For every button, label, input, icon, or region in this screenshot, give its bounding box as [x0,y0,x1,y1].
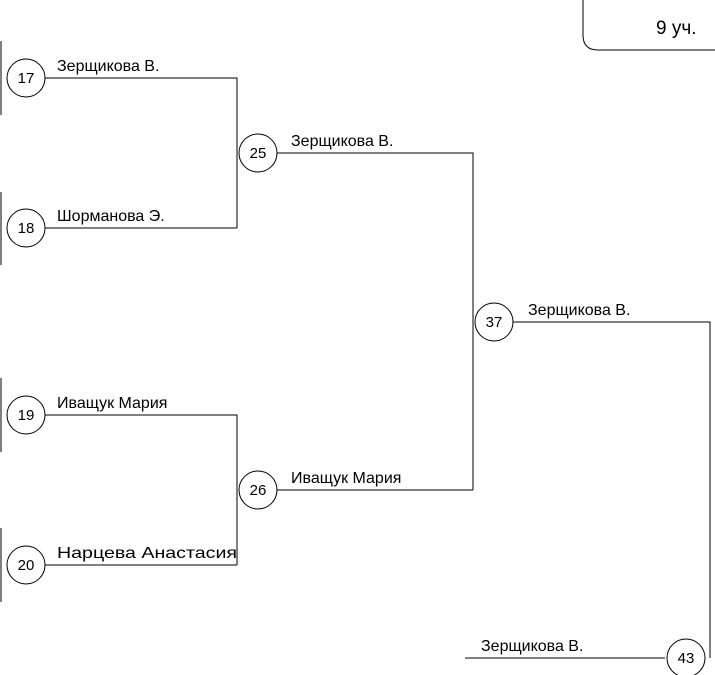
header-label: 9 уч. [656,18,697,39]
bracket-line-25 [277,153,473,490]
participant-name-37: Зерщикова В. [528,302,631,319]
bracket-line-17 [45,78,237,228]
match-number-43: 43 [677,650,695,667]
match-number-19: 19 [17,407,35,424]
match-number-17: 17 [17,70,35,87]
match-number-37: 37 [485,314,503,331]
participant-name-43: Зерщикова В. [481,638,584,655]
participant-name-26: Иващук Мария [291,470,402,487]
match-number-18: 18 [17,220,35,237]
participant-name-19: Иващук Мария [57,395,168,412]
bracket-line-19 [45,415,237,565]
participant-name-20: Нарцева Анастасия [57,545,237,562]
match-number-20: 20 [17,557,35,574]
match-number-26: 26 [249,482,267,499]
participant-name-17: Зерщикова В. [57,58,160,75]
participant-name-25: Зерщикова В. [291,133,394,150]
match-number-25: 25 [249,145,267,162]
bracket-line-37 [513,322,710,658]
participant-name-18: Шорманова Э. [57,208,165,225]
